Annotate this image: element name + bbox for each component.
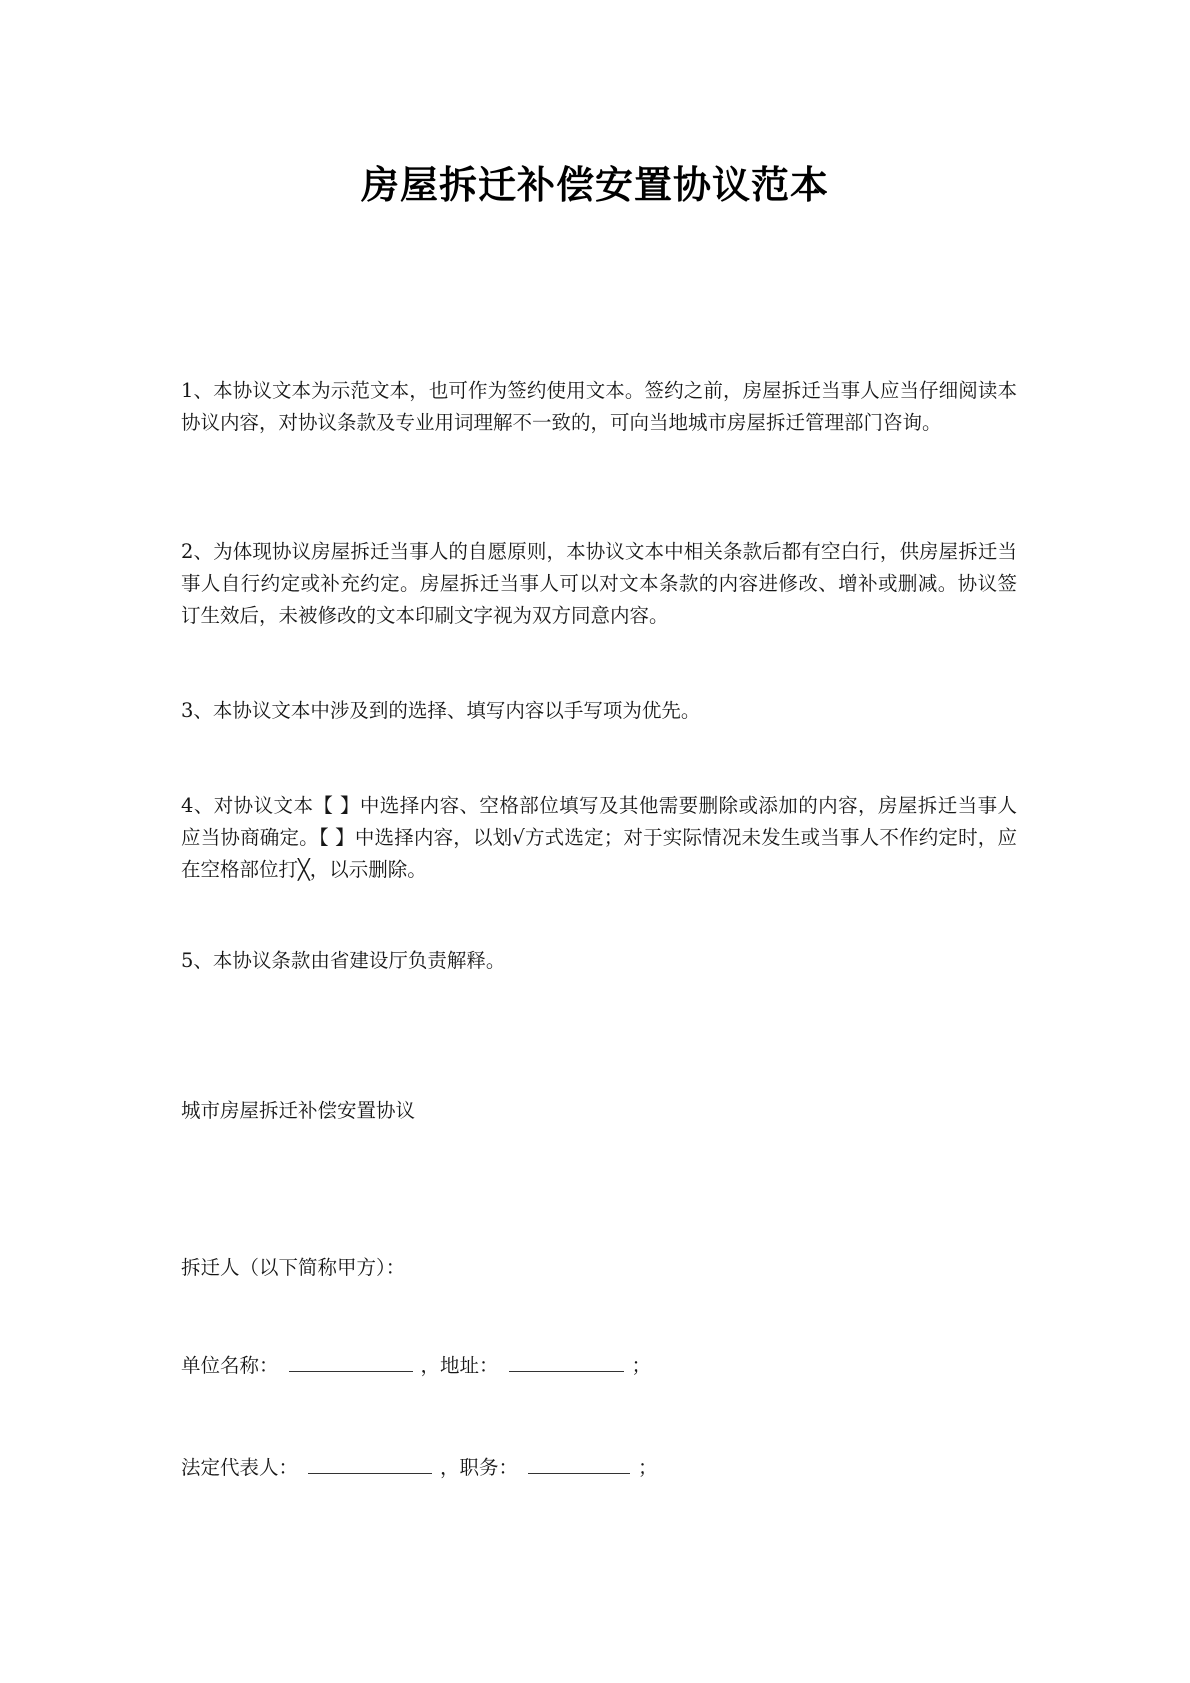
agreement-subtitle: 城市房屋拆迁补偿安置协议 [181, 1099, 416, 1122]
instruction-3: 3、本协议文本中涉及到的选择、填写内容以手写项为优先。 [181, 699, 701, 722]
instruction-5: 5、本协议条款由省建设厅负责解释。 [181, 949, 506, 972]
row-end-semicolon: ； [631, 1354, 652, 1377]
position-field[interactable] [528, 1455, 630, 1474]
legal-rep-field[interactable] [308, 1455, 432, 1474]
address-field[interactable] [509, 1353, 624, 1372]
unit-name-label: 单位名称： [181, 1354, 279, 1377]
legal-rep-label: 法定代表人： [181, 1456, 299, 1479]
address-label: ，地址： [420, 1354, 499, 1377]
unit-address-row [181, 1350, 651, 1382]
row-end-semicolon: ； [638, 1456, 658, 1479]
document-title: 房屋拆迁补偿安置协议范本 [360, 163, 829, 207]
instruction-2: 2、为体现协议房屋拆迁当事人的自愿原则，本协议文本中相关条款后都有空白行，供房屋拆迁当事人自行约定或补充约定。房屋拆迁当事人可以对文本条款的内容进修改、增补或删减。协议签订生效后，未被修改的文本印刷文字视为双方同意内容。 [181, 540, 1017, 627]
legal-rep-position-row [181, 1452, 658, 1484]
position-label: ，职务： [440, 1456, 519, 1479]
unit-name-field[interactable] [289, 1353, 413, 1372]
instruction-1: 1、本协议文本为示范文本，也可作为签约使用文本。签约之前，房屋拆迁当事人应当仔细阅读本协议内容，对协议条款及专业用词理解不一致的，可向当地城市房屋拆迁管理部门咨询。 [181, 379, 1017, 434]
instruction-4: 4、对协议文本【 】中选择内容、空格部位填写及其他需要删除或添加的内容，房屋拆迁当事人应当协商确定。【 】中选择内容，以划√方式选定；对于实际情况未发生或当事人不作约定时，应在空格部位打╳，以示删除。 [181, 794, 1017, 881]
party-a-heading: 拆迁人（以下简称甲方）： [181, 1256, 406, 1279]
